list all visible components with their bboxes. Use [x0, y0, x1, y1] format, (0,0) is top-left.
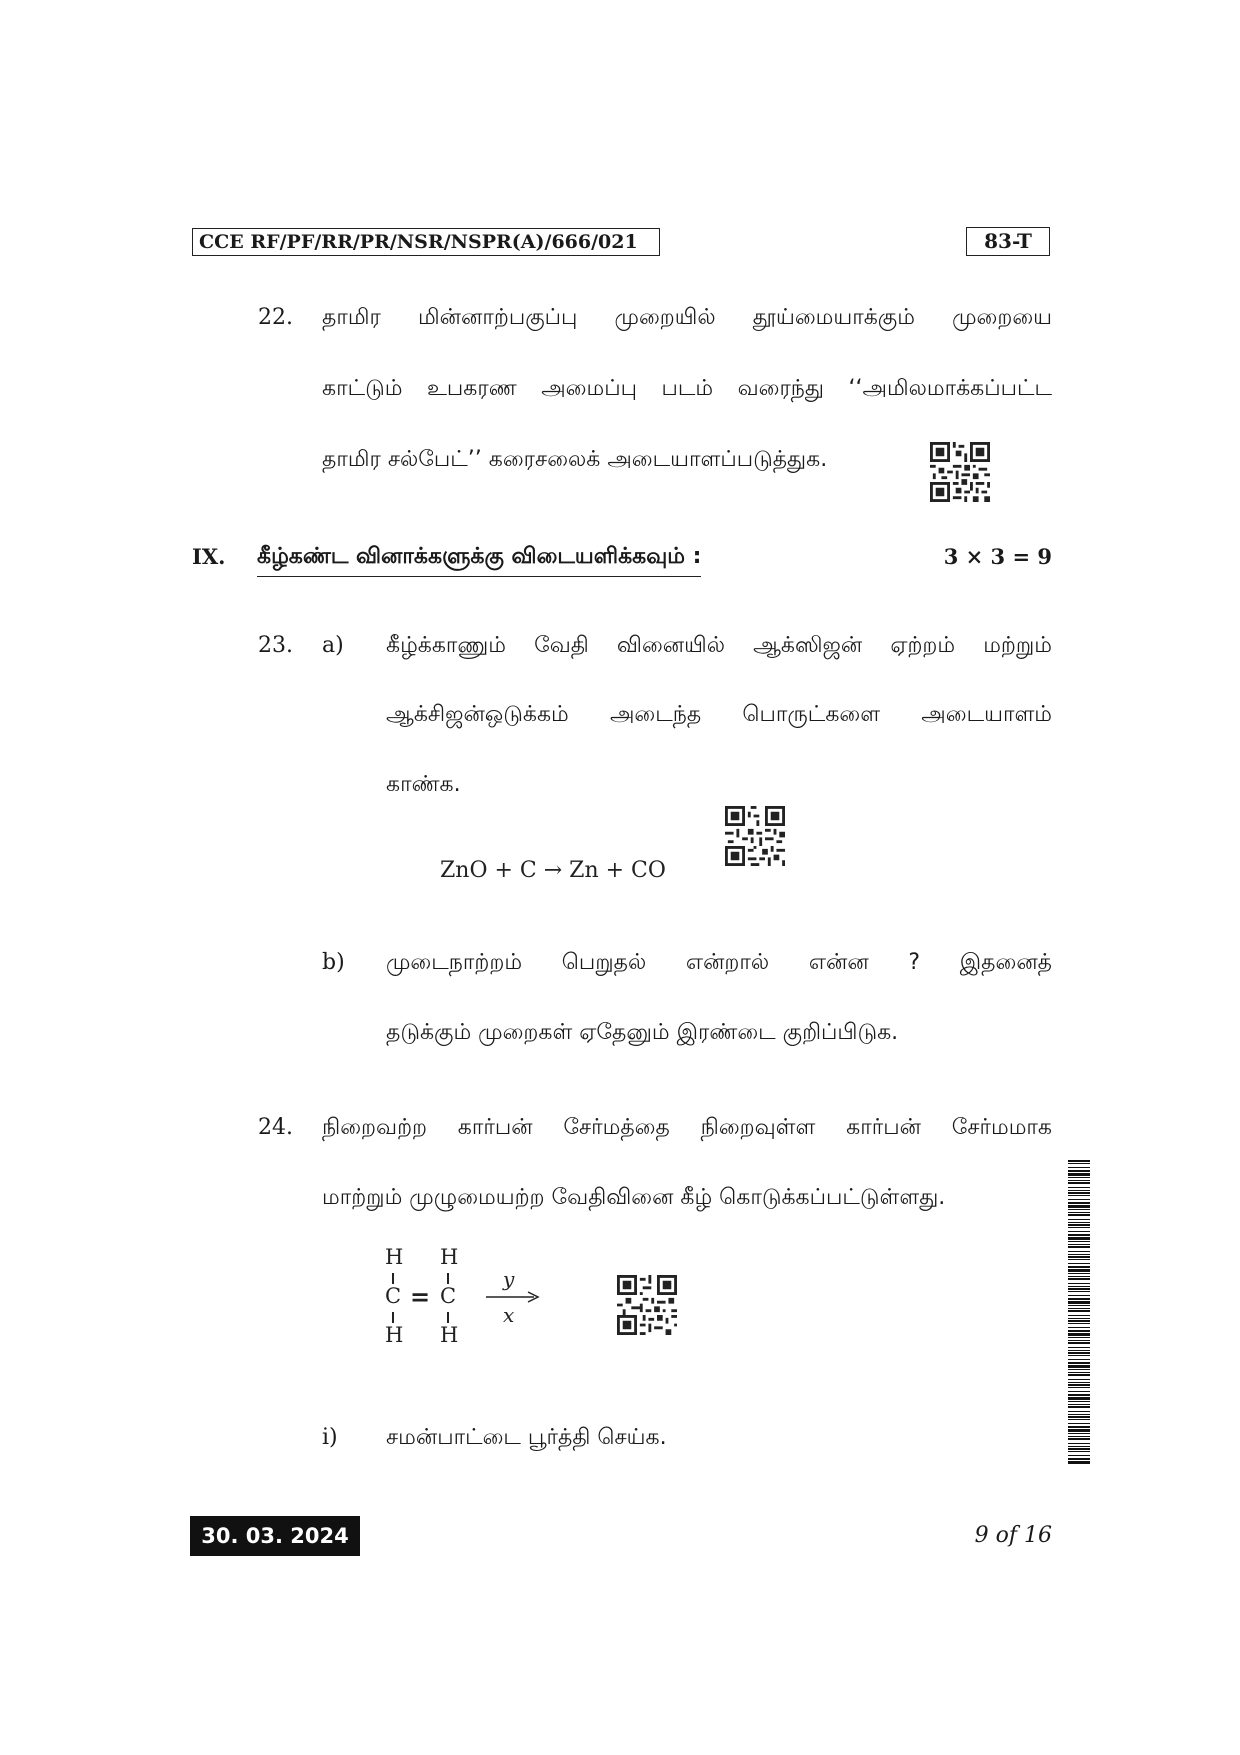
question-23b-label: b): [322, 950, 345, 975]
question-24-i-label: i): [322, 1425, 338, 1450]
arrow-label-above: y: [503, 1267, 515, 1291]
equation-23a: ZnO + C → Zn + CO: [440, 858, 666, 883]
structure-carbon-2: C: [440, 1284, 457, 1308]
question-24-i-text: சமன்பாட்டை பூர்த்தி செய்க.: [386, 1425, 667, 1450]
question-22-line-3: தாமிர சல்பேட்’’ கரைசலைக் அடையாளப்படுத்துக.: [322, 447, 828, 472]
bond-line: [447, 1312, 449, 1323]
bond-line: [392, 1312, 394, 1323]
bond-line: [447, 1273, 449, 1284]
structure-bottom-h2: H: [440, 1323, 459, 1347]
exam-date: 30. 03. 2024: [201, 1524, 349, 1548]
section-title: கீழ்கண்ட வினாக்களுக்கு விடையளிக்கவும் :: [257, 544, 701, 577]
barcode-icon: [1068, 1160, 1090, 1465]
question-23b-line-1: முடைநாற்றம் பெறுதல் என்றால் என்ன ? இதனைத்: [386, 950, 1052, 975]
paper-code-box: [192, 228, 660, 256]
structure-top-h1: H: [385, 1245, 404, 1269]
ethene-structure: [380, 1245, 560, 1355]
qr-code-icon: [617, 1275, 677, 1335]
exam-date-badge: [190, 1516, 360, 1556]
structure-carbon-1: C: [385, 1284, 402, 1308]
section-label: IX.: [192, 544, 226, 569]
paper-number: 83-T: [984, 229, 1032, 253]
section-marks: 3 × 3 = 9: [943, 544, 1052, 569]
structure-double-bond: =: [410, 1282, 431, 1311]
question-24-line-1: நிறைவற்ற கார்பன் சேர்மத்தை நிறைவுள்ள கார்பன் சேர்மமாக: [322, 1115, 1052, 1140]
question-24-number: 24.: [258, 1115, 293, 1140]
question-22-number: 22.: [258, 305, 293, 330]
reaction-arrow-icon: [484, 1290, 540, 1304]
paper-number-box: [966, 227, 1050, 256]
question-23b-line-2: தடுக்கும் முறைகள் ஏதேனும் இரண்டை குறிப்பிடுக.: [386, 1020, 899, 1045]
question-22-line-1: தாமிர மின்னாற்பகுப்பு முறையில் தூய்மையாக்கும் முறையை: [322, 305, 1052, 330]
bond-line: [392, 1273, 394, 1284]
page-number: 9 of 16: [974, 1523, 1052, 1548]
paper-code: CCE RF/PF/RR/PR/NSR/NSPR(A)/666/021: [199, 231, 638, 253]
qr-code-icon: [725, 806, 785, 866]
question-23-number: 23.: [258, 633, 293, 658]
structure-bottom-h1: H: [385, 1323, 404, 1347]
arrow-label-below: x: [503, 1303, 515, 1327]
question-24-line-2: மாற்றும் முழுமையற்ற வேதிவினை கீழ் கொடுக்கப்பட்டுள்ளது.: [322, 1185, 946, 1210]
question-23a-line-1: கீழ்க்காணும் வேதி வினையில் ஆக்ஸிஜன் ஏற்றம் மற்றும்: [386, 633, 1052, 658]
qr-code-icon: [930, 442, 990, 502]
structure-top-h2: H: [440, 1245, 459, 1269]
question-23a-line-3: காண்க.: [386, 772, 461, 797]
question-23a-line-2: ஆக்சிஜன்ஒடுக்கம் அடைந்த பொருட்களை அடையாளம்: [386, 702, 1052, 727]
question-23a-label: a): [322, 633, 344, 658]
question-22-line-2: காட்டும் உபகரண அமைப்பு படம் வரைந்து ‘‘அமிலமாக்கப்பட்ட: [322, 376, 1052, 401]
